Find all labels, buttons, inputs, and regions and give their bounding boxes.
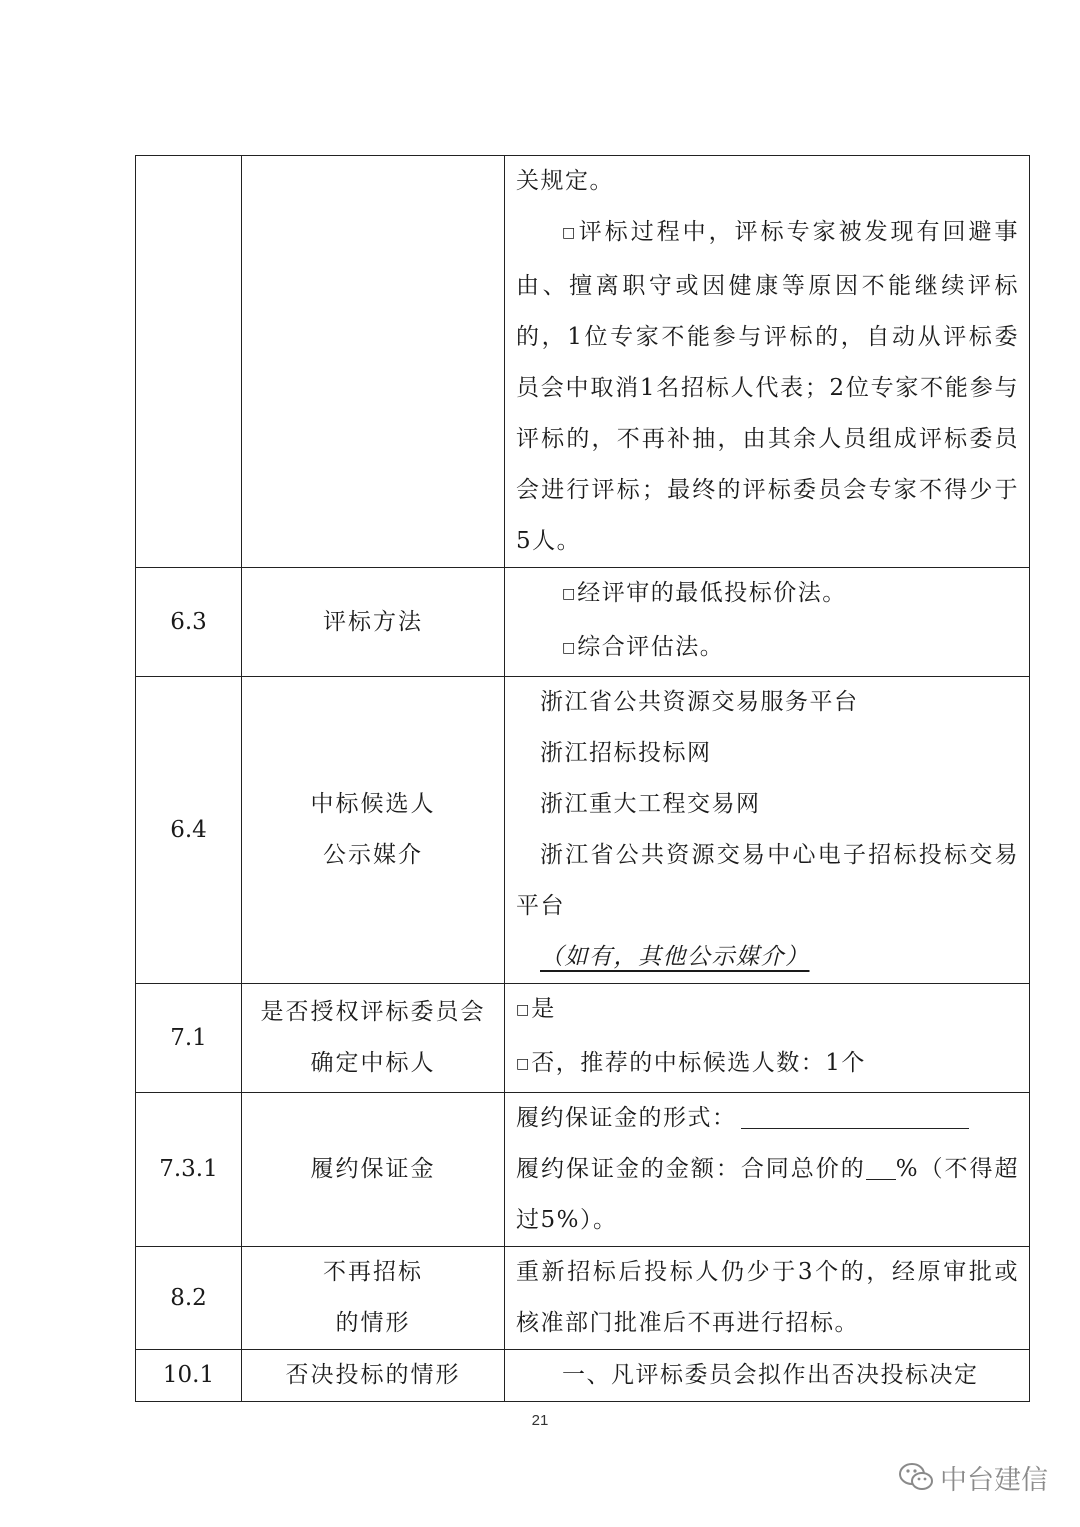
table-row: [136, 568, 1030, 677]
media-line: 浙江省公共资源交易中心电子招标投标交易平台: [516, 842, 1019, 919]
content-line: [516, 1093, 1019, 1144]
checkbox-icon: □: [562, 225, 577, 241]
media-line: 浙江省公共资源交易服务平台: [540, 689, 859, 715]
clause-content-cell: [505, 568, 1030, 677]
table-row: [136, 984, 1030, 1093]
wechat-icon: [898, 1461, 934, 1493]
clause-number: 6.3: [136, 568, 242, 677]
clause-content-cell: [505, 1247, 1030, 1350]
fill-in-blank: [866, 1157, 896, 1180]
option-text: 否，推荐的中标候选人数：1个: [531, 1050, 866, 1076]
clause-item: 确定中标人: [310, 1050, 436, 1076]
checkbox-icon: □: [516, 1002, 530, 1018]
table-row: [136, 156, 1030, 568]
option-line: [516, 1038, 1019, 1092]
clause-item-cell: [242, 156, 505, 568]
clause-item: 中标候选人: [310, 791, 436, 817]
content-text: 重新招标后投标人仍少于3个的，经原审批或核准部门批准后不再进行招标。: [516, 1259, 1019, 1336]
clause-number: 7.3.1: [136, 1093, 242, 1247]
option-line: [516, 622, 1019, 676]
watermark: [898, 1457, 1048, 1497]
clause-number: 6.4: [136, 677, 242, 984]
table-row: [136, 677, 1030, 984]
page-number: 21: [531, 1412, 549, 1429]
content-text: 一、凡评标委员会拟作出否决投标决定: [562, 1362, 979, 1388]
clause-content-cell: [505, 156, 1030, 568]
checkbox-icon: □: [562, 640, 576, 656]
option-line: [516, 984, 1019, 1038]
clause-item: 履约保证金: [242, 1093, 505, 1247]
clause-item: 公示媒介: [323, 842, 423, 868]
clause-item: 否决投标的情形: [242, 1350, 505, 1402]
clause-item: 不再招标: [323, 1259, 423, 1285]
media-line: 浙江招标投标网: [540, 740, 712, 766]
clause-number: 10.1: [136, 1350, 242, 1402]
bid-data-table: [135, 155, 1030, 1402]
other-media-note: （如有，其他公示媒介）: [540, 944, 810, 970]
checkbox-icon: □: [562, 586, 576, 602]
fill-in-blank: [741, 1106, 969, 1129]
watermark-text: 中台建信: [940, 1464, 1048, 1496]
content-text: 履约保证金的形式：: [516, 1105, 737, 1131]
clause-item-cell: [242, 1247, 505, 1350]
clause-item-cell: [242, 984, 505, 1093]
content-text: 评标过程中，评标专家被发现有回避事由、擅离职守或因健康等原因不能继续评标的，1位专家不能参与评标的，自动从评标委员会中取消1名招标人代表；2位专家不能参与评标的，不再补抽，由其余人员组成评标委员会进行评标；最终的评标委员会专家不得少于5人。: [516, 219, 1019, 554]
media-line: 浙江重大工程交易网: [540, 791, 761, 817]
option-text: 综合评估法。: [577, 634, 725, 660]
clause-content-cell: [505, 1093, 1030, 1247]
clause-item: 的情形: [335, 1310, 411, 1336]
content-text: 履约保证金的金额：合同总价的: [516, 1156, 866, 1182]
option-text: 经评审的最低投标价法。: [577, 580, 847, 606]
clause-number: 7.1: [136, 984, 242, 1093]
table-row: [136, 1350, 1030, 1402]
clause-content-cell: [505, 1350, 1030, 1402]
option-line: [516, 568, 1019, 622]
content-line: 关规定。: [516, 168, 614, 194]
content-line: [516, 1144, 1019, 1246]
content-paragraph: [516, 207, 1019, 567]
checkbox-icon: □: [516, 1056, 530, 1072]
clause-item: 评标方法: [242, 568, 505, 677]
clause-item-cell: [242, 677, 505, 984]
content-text: %（不得超过5%）。: [516, 1156, 1020, 1233]
clause-number: 8.2: [136, 1247, 242, 1350]
table-row: [136, 1093, 1030, 1247]
clause-item: 是否授权评标委员会: [260, 999, 486, 1025]
clause-content-cell: [505, 677, 1030, 984]
table-row: [136, 1247, 1030, 1350]
clause-content-cell: [505, 984, 1030, 1093]
media-line-italic: [516, 932, 1019, 983]
option-text: 是: [531, 996, 556, 1022]
clause-number-cell: [136, 156, 242, 568]
